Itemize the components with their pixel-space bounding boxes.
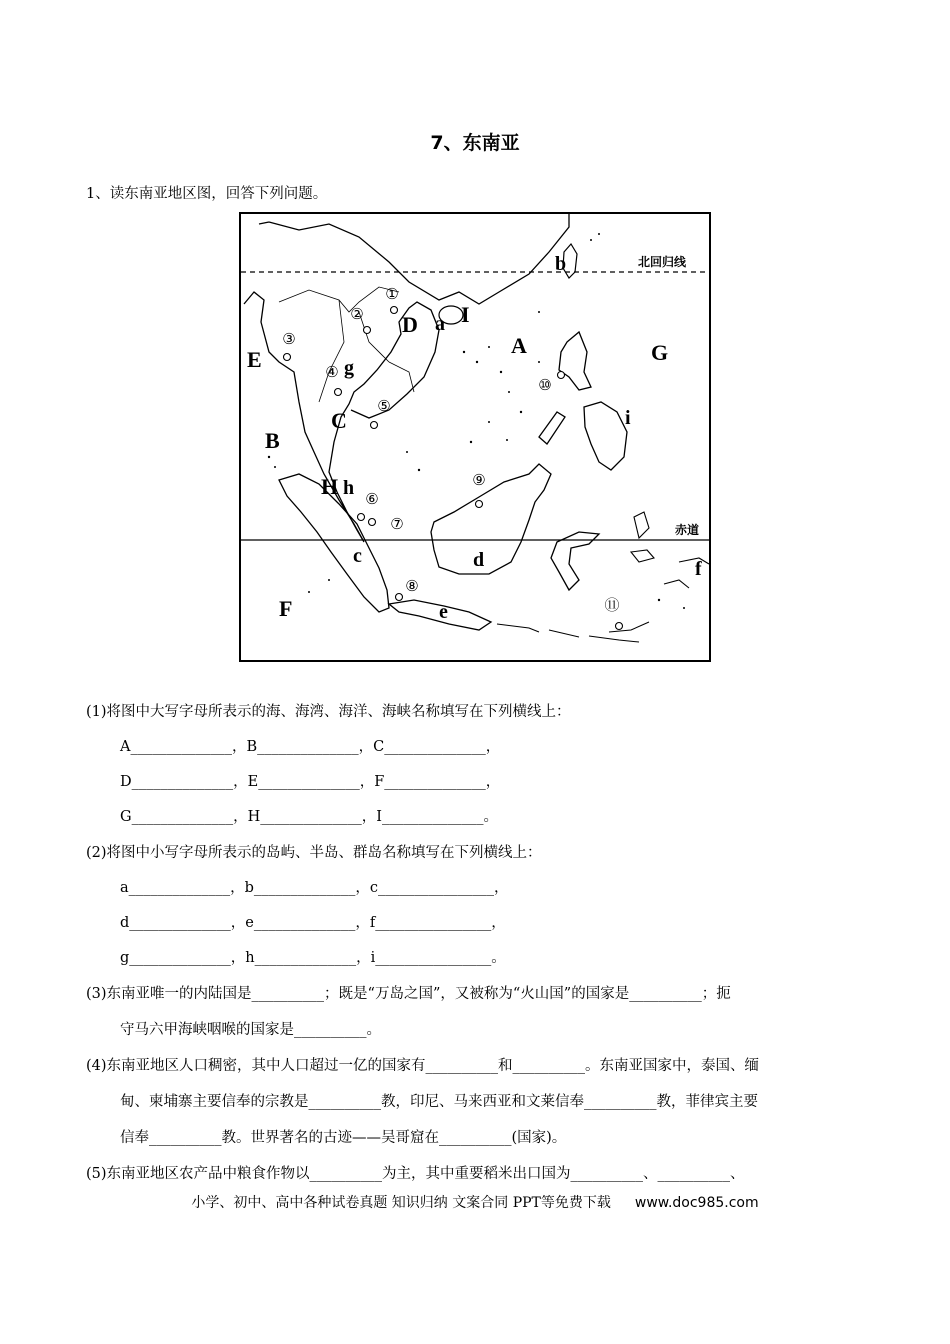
label-e: e	[439, 601, 448, 623]
city-label-5: ⑤	[377, 397, 391, 415]
q4-line2[interactable]: 甸、柬埔寨主要信奉的宗教是__________教，印尼、马来西亚和文莱信奉__________教，菲律宾主要	[120, 1094, 758, 1110]
q2-row3[interactable]: g______________，h______________，i________________。	[120, 950, 506, 966]
label-b: b	[555, 253, 567, 275]
q2-row2[interactable]: d______________，e______________，f________________，	[120, 915, 506, 931]
city-label-9: ⑨	[472, 471, 486, 489]
city-label-8: ⑧	[405, 577, 419, 595]
label-E: E	[247, 347, 262, 372]
city-label-7: ⑦	[390, 515, 404, 533]
city-label-3: ③	[282, 330, 296, 348]
label-D: D	[402, 312, 418, 337]
q1-prompt: (1)将图中大写字母所表示的海、海湾、海洋、海峡名称填写在下列横线上：	[86, 704, 571, 720]
label-d: d	[473, 549, 485, 571]
map-frame	[240, 213, 710, 661]
label-g: g	[344, 357, 354, 379]
q4-line3[interactable]: 信奉__________教。世界著名的古迹——吴哥窟在__________(国家)。	[120, 1130, 567, 1146]
city-label-1: ①	[385, 285, 399, 303]
footer-text: 小学、初中、高中各种试卷真题 知识归纳 文案合同 PPT等免费下载	[191, 1195, 611, 1211]
q2-prompt: (2)将图中小写字母所表示的岛屿、半岛、群岛名称填写在下列横线上：	[86, 845, 542, 861]
tropic-label: 北回归线	[638, 255, 687, 269]
city-label-10: ⑩	[538, 376, 552, 394]
city-label-6: ⑥	[365, 490, 379, 508]
city-label-11: ⑪	[604, 596, 620, 614]
label-C: C	[331, 408, 347, 433]
label-f: f	[695, 558, 702, 580]
q1-row3[interactable]: G______________，H______________，I______________。	[120, 809, 498, 825]
equator-label: 赤道	[675, 523, 700, 537]
label-H: H	[321, 474, 339, 499]
label-G: G	[651, 340, 669, 365]
label-c: c	[353, 545, 362, 567]
label-B: B	[265, 428, 280, 453]
q4-line1[interactable]: (4)东南亚地区人口稠密，其中人口超过一亿的国家有__________和__________。东南亚国家中，泰国、缅	[86, 1058, 760, 1074]
q1-row2[interactable]: D______________，E______________，F______________，	[120, 774, 501, 790]
page-footer	[0, 1192, 950, 1212]
southeast-asia-map	[239, 212, 711, 662]
q3-line2[interactable]: 守马六甲海峡咽喉的国家是__________。	[120, 1022, 381, 1038]
label-A: A	[511, 333, 527, 358]
q3-line1[interactable]: (3)东南亚唯一的内陆国是__________；既是“万岛之国”，又被称为“火山国”的国家是__________；扼	[86, 986, 731, 1002]
city-label-2: ②	[350, 305, 364, 323]
q2-row1[interactable]: a______________，b______________，c________________，	[120, 880, 509, 896]
label-i: i	[625, 407, 631, 429]
page-title: 7、东南亚	[430, 132, 520, 154]
label-I: I	[461, 302, 470, 327]
q5-line1[interactable]: (5)东南亚地区农产品中粮食作物以__________为主，其中重要稻米出口国为__________、__________、	[86, 1166, 745, 1182]
label-h: h	[343, 477, 355, 499]
q1-row1[interactable]: A______________，B______________，C______________，	[120, 739, 501, 755]
label-F: F	[279, 596, 293, 621]
question-intro: 1、读东南亚地区图，回答下列问题。	[86, 186, 328, 202]
label-a: a	[435, 313, 445, 335]
footer-site[interactable]: www.doc985.com	[634, 1195, 759, 1211]
city-label-4: ④	[325, 363, 339, 381]
